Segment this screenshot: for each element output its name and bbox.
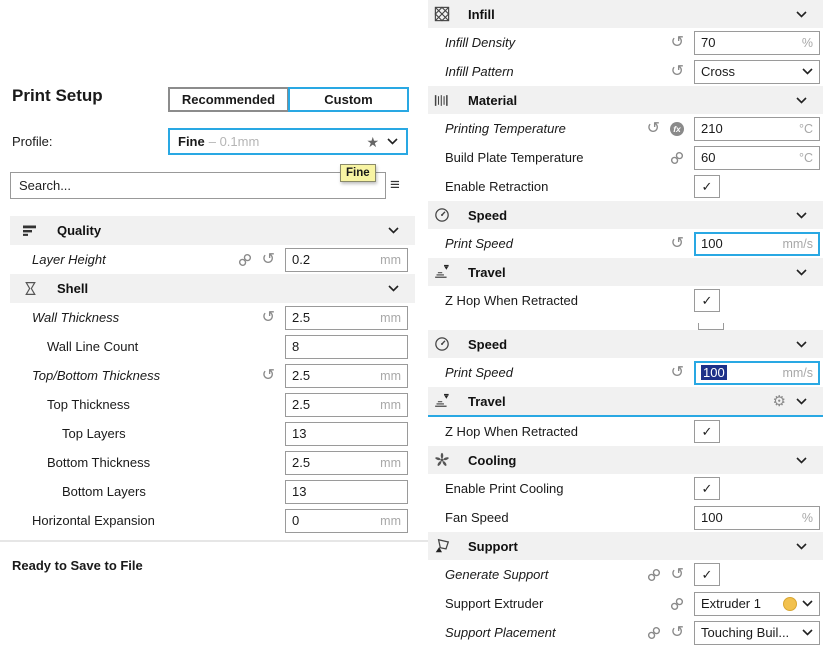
section-title: Shell [57,281,89,296]
setting-label: Support Placement [445,625,556,640]
section-title: Material [468,92,518,108]
section-header-material[interactable] [428,86,823,114]
top-bottom-thickness-input[interactable]: 2.5 mm [285,364,408,388]
section-title: Cooling [468,452,517,468]
profile-label: Profile: [12,134,53,149]
chevron-down-icon [796,457,807,464]
setting-row-horizontal-expansion [10,506,415,535]
setting-row-support-extruder [428,589,823,618]
chevron-down-icon [802,629,813,636]
speed-icon [433,207,450,224]
travel-icon [433,393,450,410]
setting-label: Print Speed [445,236,513,251]
infill-density-input[interactable]: 70 % [694,31,820,55]
setting-label: Print Speed [445,365,513,380]
setting-label: Horizontal Expansion [32,513,155,528]
link-icon[interactable] [238,253,252,267]
undo-icon[interactable]: ↺ [670,623,684,641]
section-header-infill[interactable] [428,0,823,28]
quality-icon [22,222,39,239]
setting-row-wall-thickness [10,303,415,332]
setting-label: Enable Print Cooling [445,481,564,496]
bottom-thickness-input[interactable]: 2.5 mm [285,451,408,475]
section-title: Speed [468,207,508,223]
generate-support-checkbox[interactable] [694,563,720,586]
infill-pattern-select[interactable]: Cross [694,60,820,84]
setting-label: Generate Support [445,567,549,582]
setting-label: Fan Speed [445,510,509,525]
section-title: Travel [468,264,506,280]
setting-label: Infill Pattern [445,64,514,79]
gear-icon: ⚙ [772,392,786,410]
profile-suffix: – 0.1mm [208,134,260,149]
setting-row-enable-print-cooling [428,474,823,503]
left-settings-list [10,216,415,535]
top-thickness-input[interactable]: 2.5 mm [285,393,408,417]
wall-thickness-input[interactable]: 2.5 mm [285,306,408,330]
chevron-down-icon [387,138,398,145]
setting-row-build-plate-temperature [428,143,823,172]
support-placement-select[interactable]: Touching Buil... [694,621,820,645]
setting-row-generate-support [428,560,823,589]
setting-label: Support Extruder [445,596,544,611]
panel-gap [428,315,823,330]
enable-retraction-checkbox[interactable] [694,175,720,198]
fan-speed-input[interactable]: 100 % [694,506,820,530]
top-layers-input[interactable]: 13 [285,422,408,446]
setting-label: Top/Bottom Thickness [32,368,161,383]
setting-row-infill-pattern [428,57,823,86]
section-title: Travel [468,393,506,409]
setting-row-z-hop-when-retracted-2 [428,417,823,446]
tab-custom[interactable]: Custom [288,87,409,112]
support-icon [433,538,450,555]
setting-row-print-speed [428,229,823,258]
panel-divider [0,540,428,542]
section-header-cooling[interactable] [428,446,823,474]
support-extruder-select[interactable]: Extruder 1 [694,592,820,616]
enable-print-cooling-checkbox[interactable] [694,477,720,500]
setting-label: Top Layers [62,426,126,441]
settings-menu-icon[interactable]: ≡ [390,175,400,194]
setting-row-top-thickness [10,390,415,419]
setup-mode-tabs [168,87,409,112]
chevron-down-icon [796,543,807,550]
undo-icon[interactable]: ↺ [261,366,275,384]
setting-label: Z Hop When Retracted [445,424,578,439]
setting-label: Printing Temperature [445,121,566,136]
setting-row-fan-speed [428,503,823,532]
search-text: Search... [19,178,72,193]
undo-icon[interactable]: ↺ [646,119,660,137]
chevron-down-icon [796,398,807,405]
section-settings-button[interactable] [773,394,786,409]
chevron-down-icon [796,212,807,219]
setting-label: Bottom Layers [62,484,146,499]
setting-row-support-placement [428,618,823,647]
bottom-layers-input[interactable]: 13 [285,480,408,504]
setting-row-bottom-thickness [10,448,415,477]
setting-label: Build Plate Temperature [445,150,584,165]
z-hop-checkbox[interactable] [694,289,720,312]
setting-row-layer-height [10,245,415,274]
undo-icon[interactable]: ↺ [261,250,275,268]
profile-dropdown[interactable] [168,128,408,155]
cooling-fan-icon [433,452,450,469]
chevron-down-icon [796,269,807,276]
setting-label: Wall Line Count [47,339,139,354]
section-title: Quality [57,223,102,238]
setting-label: Top Thickness [47,397,130,412]
checkmark-icon: ✓ [701,480,713,496]
section-header-support[interactable] [428,532,823,560]
profile-tooltip: Fine [340,164,376,182]
link-icon[interactable] [670,151,684,165]
star-icon: ★ [366,133,379,150]
tab-recommended[interactable]: Recommended [168,87,289,112]
wall-line-count-input[interactable]: 8 [285,335,408,359]
link-icon[interactable] [647,568,661,582]
checkmark-icon: ✓ [701,292,713,308]
checkmark-icon: ✓ [701,566,713,582]
setting-label: Layer Height [32,252,106,267]
profile-value: Fine [178,134,205,149]
setting-row-printing-temperature [428,114,823,143]
z-hop-checkbox-2[interactable] [694,420,720,443]
page-title: Print Setup [12,86,103,105]
function-icon[interactable]: fx [670,122,684,136]
section-header-travel-2[interactable] [428,387,823,417]
speed-icon [433,336,450,353]
chevron-down-icon [796,11,807,18]
material-icon [433,92,450,109]
undo-icon[interactable]: ↺ [670,234,684,252]
print-speed-input[interactable]: 100 mm/s [694,232,820,256]
chevron-down-icon [802,68,813,75]
setting-label: Infill Density [445,35,516,50]
build-plate-temperature-input[interactable]: 60 °C [694,146,820,170]
chevron-down-icon [802,600,813,607]
undo-icon[interactable]: ↺ [670,33,684,51]
setting-row-top-bottom-thickness [10,361,415,390]
extruder-color-dot [783,597,797,611]
setting-label: Bottom Thickness [47,455,151,470]
setting-row-infill-density [428,28,823,57]
chevron-down-icon [796,341,807,348]
setting-row-z-hop-when-retracted [428,286,823,315]
section-header-quality[interactable] [10,216,415,245]
setting-label: Wall Thickness [32,310,120,325]
section-header-speed[interactable] [428,201,823,229]
setting-label: Enable Retraction [445,179,549,194]
layer-height-input[interactable]: 0.2 mm [285,248,408,272]
print-speed-input-2[interactable]: 100 mm/s [694,361,820,385]
setting-row-wall-line-count [10,332,415,361]
section-header-shell[interactable] [10,274,415,303]
checkmark-icon: ✓ [701,423,713,439]
search-input[interactable] [10,172,386,199]
undo-icon[interactable]: ↺ [670,62,684,80]
setting-row-top-layers [10,419,415,448]
custom-settings-panel [428,0,823,647]
link-icon[interactable] [670,597,684,611]
undo-icon[interactable]: ↺ [670,363,684,381]
chevron-down-icon [388,227,399,234]
chevron-down-icon [388,285,399,292]
chevron-down-icon [796,97,807,104]
shell-icon [22,280,39,297]
setting-row-print-speed-2 [428,358,823,387]
section-title: Support [468,538,518,554]
section-title: Infill [468,6,495,22]
checkmark-icon: ✓ [701,178,713,194]
link-icon[interactable] [647,626,661,640]
selected-value: 100 [703,365,725,380]
section-header-speed-2[interactable] [428,330,823,358]
section-title: Speed [468,336,508,352]
setting-label: Z Hop When Retracted [445,293,578,308]
undo-icon[interactable]: ↺ [261,308,275,326]
horizontal-expansion-input[interactable]: 0 mm [285,509,408,533]
printing-temperature-input[interactable]: 210 °C [694,117,820,141]
travel-icon [433,264,450,281]
status-text: Ready to Save to File [12,558,143,573]
partial-checkbox-remnant [698,323,724,330]
undo-icon[interactable]: ↺ [670,565,684,583]
section-header-travel[interactable] [428,258,823,286]
infill-icon [433,6,450,23]
setting-row-enable-retraction [428,172,823,201]
setting-row-bottom-layers [10,477,415,506]
